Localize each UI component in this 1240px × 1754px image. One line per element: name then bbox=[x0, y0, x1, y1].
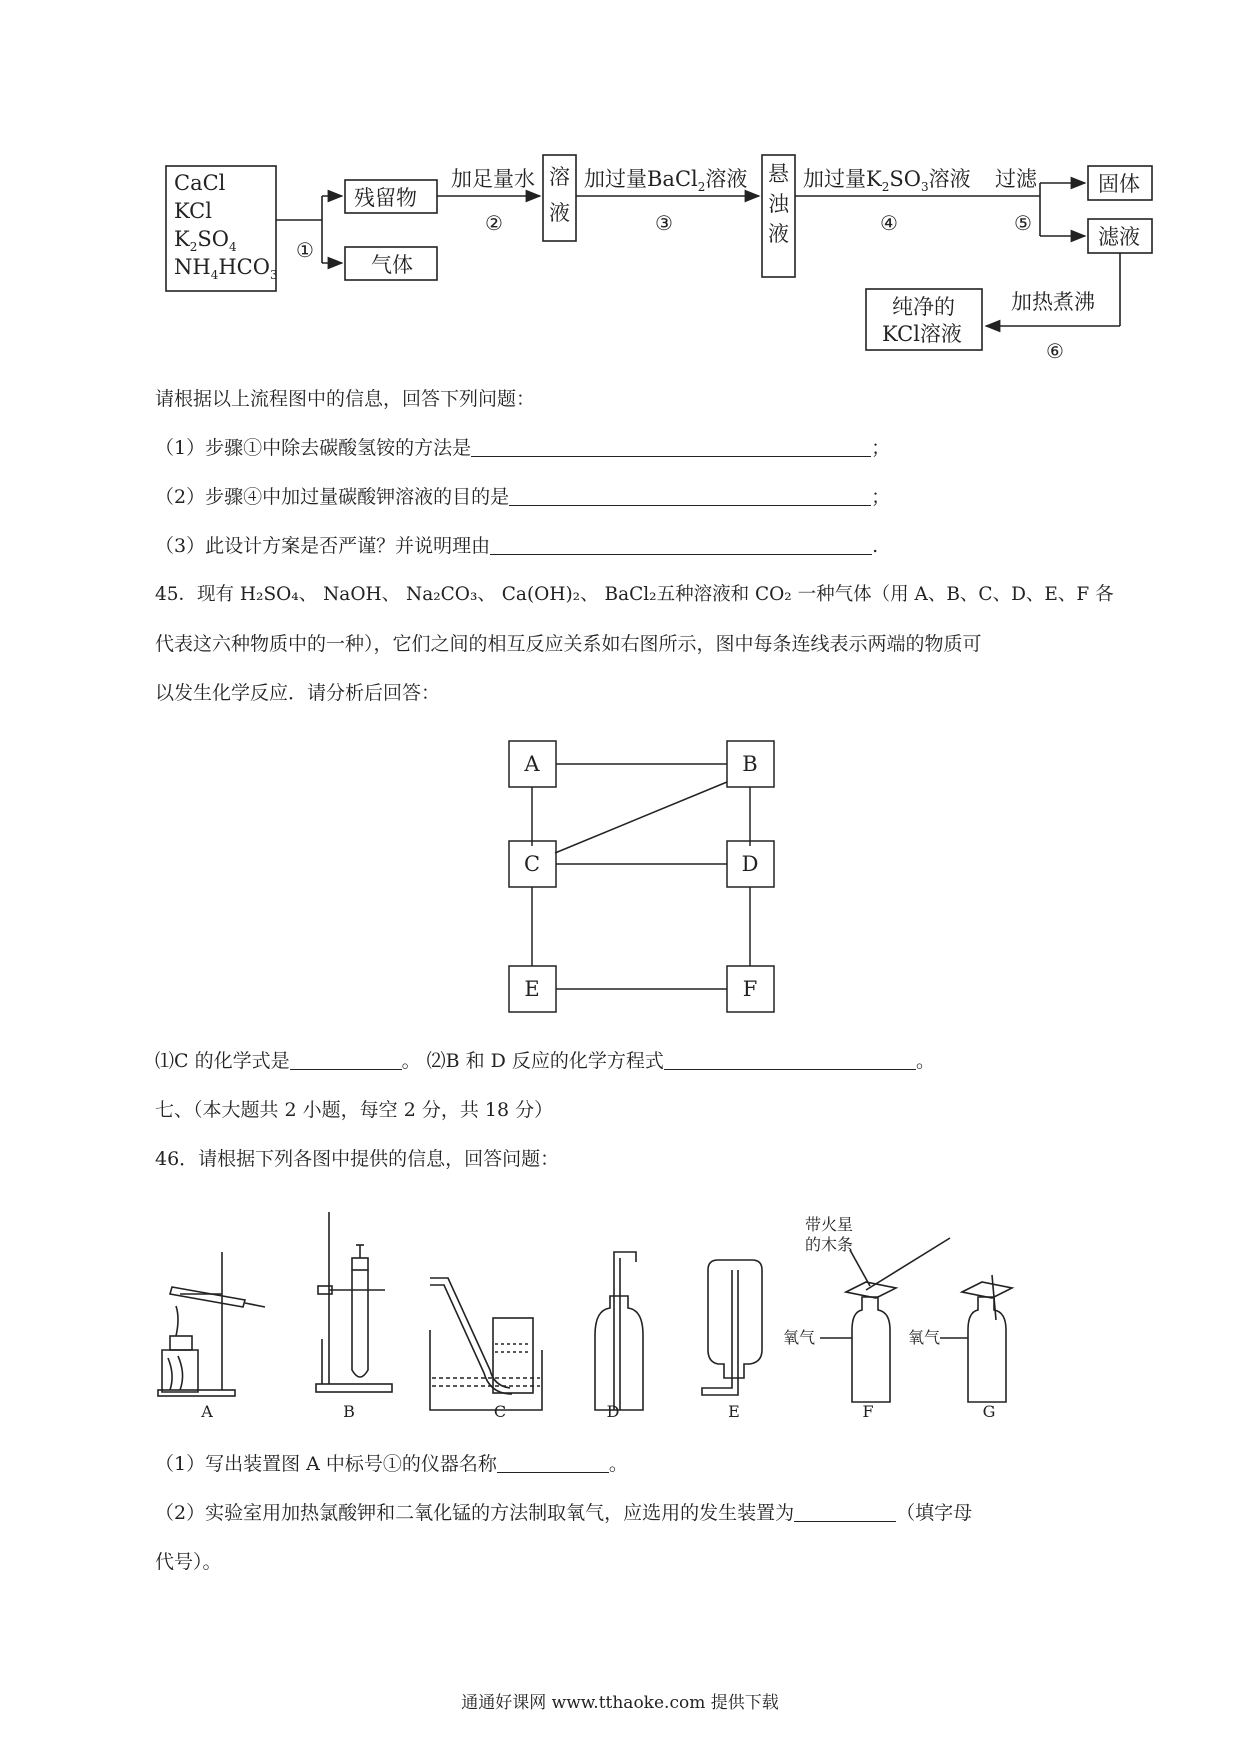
q46-part2-end: （填字母 bbox=[896, 1502, 973, 1524]
gas-label: 气体 bbox=[371, 253, 413, 277]
apparatus-c bbox=[430, 1278, 542, 1410]
q44-part3-text: （3）此设计方案是否严谨？并说明理由 bbox=[155, 535, 491, 557]
suspension-char-3: 液 bbox=[768, 222, 789, 246]
filter-label: 过滤 bbox=[995, 167, 1037, 191]
step-3: ③ bbox=[655, 211, 673, 235]
solid-label: 固体 bbox=[1098, 172, 1140, 196]
q45-line1: 45．现有 H₂SO₄、 NaOH、 Na₂CO₃、 Ca(OH)₂、 BaCl₂五种溶液和 CO₂ 一种气体（用 A、B、C、D、E、F 各 bbox=[155, 584, 1114, 605]
q45-ans-end-text: 。 bbox=[915, 1050, 935, 1072]
q44-intro: 请根据以上流程图中的信息，回答下列问题： bbox=[155, 388, 536, 410]
q46-part2-text: （2）实验室用加热氯酸钾和二氧化锰的方法制取氧气，应选用的发生装置为 bbox=[155, 1502, 795, 1524]
apparatus-label-d: D bbox=[606, 1402, 620, 1421]
step-5: ⑤ bbox=[1014, 211, 1032, 235]
q44-part1-end: ； bbox=[871, 437, 891, 459]
apparatus-b bbox=[316, 1212, 392, 1392]
step-6: ⑥ bbox=[1046, 339, 1064, 363]
oxygen-label-f: 氧气 bbox=[783, 1328, 816, 1347]
step-1: ① bbox=[296, 238, 314, 262]
q46-part1 bbox=[155, 1452, 628, 1476]
pure-label-2: KCl溶液 bbox=[882, 322, 962, 346]
q46-title: 46．请根据下列各图中提供的信息，回答问题： bbox=[155, 1148, 560, 1170]
reaction-network-diagram bbox=[0, 730, 1240, 1030]
apparatus-label-g: G bbox=[982, 1402, 996, 1421]
add-k2so3-label: 加过量$K_2SO_3$溶液 bbox=[803, 167, 971, 194]
apparatus-label-a: A bbox=[201, 1402, 213, 1421]
page-footer: 通通好课网 www.tthaoke.com 提供下载 bbox=[461, 1693, 779, 1713]
q44-part1 bbox=[155, 436, 890, 460]
q45-ans-mid-text: 。 ⑵B 和 D 反应的化学方程式 bbox=[401, 1050, 664, 1072]
q45-ans-a-text: ⑴C 的化学式是 bbox=[155, 1050, 290, 1072]
q45-equation-blank[interactable] bbox=[664, 1051, 916, 1070]
reagent-k2so4: $K_2SO_4$ bbox=[174, 227, 237, 254]
filtrate-label: 滤液 bbox=[1098, 225, 1140, 249]
suspension-char-1: 悬 bbox=[768, 162, 789, 186]
boil-label: 加热煮沸 bbox=[1011, 290, 1095, 314]
node-f: F bbox=[742, 977, 758, 1001]
q46-part2-continued: 代号）。 bbox=[155, 1551, 222, 1573]
q44-part1-blank[interactable] bbox=[471, 438, 871, 457]
residue-label: 残留物 bbox=[354, 186, 417, 210]
apparatus-label-b: B bbox=[343, 1402, 355, 1421]
node-c: C bbox=[523, 852, 541, 876]
q46-part1-blank[interactable] bbox=[497, 1454, 609, 1473]
apparatus-label-e: E bbox=[728, 1402, 740, 1421]
add-bacl2-label: 加过量BaCl$_2$溶液 bbox=[584, 167, 748, 194]
flowchart-diagram bbox=[0, 0, 1240, 380]
apparatus-d bbox=[595, 1252, 643, 1410]
apparatus-figure bbox=[0, 1190, 1240, 1440]
section-7-heading: 七、（本大题共 2 小题，每空 2 分，共 18 分） bbox=[155, 1099, 554, 1121]
node-e: E bbox=[524, 977, 540, 1001]
q44-part2-end: ； bbox=[871, 486, 891, 508]
reagent-kcl: KCl bbox=[174, 199, 212, 223]
q44-part3-blank[interactable] bbox=[490, 536, 872, 555]
q44-part1-text: （1）步骤①中除去碳酸氢铵的方法是 bbox=[155, 437, 472, 459]
q45-c-formula-blank[interactable] bbox=[290, 1051, 402, 1070]
apparatus-g bbox=[940, 1275, 1012, 1402]
splint-label-2: 的木条 bbox=[805, 1235, 854, 1254]
node-a: A bbox=[524, 752, 540, 776]
reagent-cacl: CaCl bbox=[174, 171, 226, 195]
q44-part2-blank[interactable] bbox=[509, 487, 871, 506]
q44-part3-end: . bbox=[872, 535, 879, 557]
q45-line2: 代表这六种物质中的一种），它们之间的相互反应关系如右图所示，图中每条连线表示两端的物质可 bbox=[155, 633, 982, 655]
q46-part2 bbox=[155, 1501, 972, 1525]
node-d: D bbox=[741, 852, 759, 876]
solution-char-2: 液 bbox=[549, 201, 570, 225]
step-4: ④ bbox=[880, 211, 898, 235]
apparatus-e bbox=[702, 1260, 762, 1395]
q45-answer-line bbox=[155, 1049, 935, 1073]
q44-part2-text: （2）步骤④中加过量碳酸钾溶液的目的是 bbox=[155, 486, 510, 508]
q44-part2 bbox=[155, 485, 890, 509]
q46-part2-blank[interactable] bbox=[794, 1503, 896, 1522]
splint-label-1: 带火星 bbox=[805, 1215, 854, 1234]
apparatus-a bbox=[158, 1252, 265, 1396]
q45-line3: 以发生化学反应．请分析后回答： bbox=[155, 682, 441, 704]
q44-part3 bbox=[155, 534, 878, 558]
add-water-label: 加足量水 bbox=[451, 167, 535, 191]
pure-label-1: 纯净的 bbox=[892, 295, 955, 319]
solution-char-1: 溶 bbox=[549, 165, 570, 189]
suspension-char-2: 浊 bbox=[768, 192, 789, 216]
apparatus-label-f: F bbox=[862, 1402, 874, 1421]
q46-part1-end: 。 bbox=[608, 1453, 628, 1475]
step-2: ② bbox=[485, 211, 503, 235]
apparatus-f bbox=[820, 1238, 950, 1402]
reagent-nh4hco3: $NH_4HCO_3$ bbox=[174, 255, 278, 282]
node-b: B bbox=[742, 752, 758, 776]
oxygen-label-g: 氧气 bbox=[908, 1328, 941, 1347]
apparatus-label-c: C bbox=[493, 1402, 507, 1421]
q46-part1-text: （1）写出装置图 A 中标号①的仪器名称 bbox=[155, 1453, 497, 1475]
